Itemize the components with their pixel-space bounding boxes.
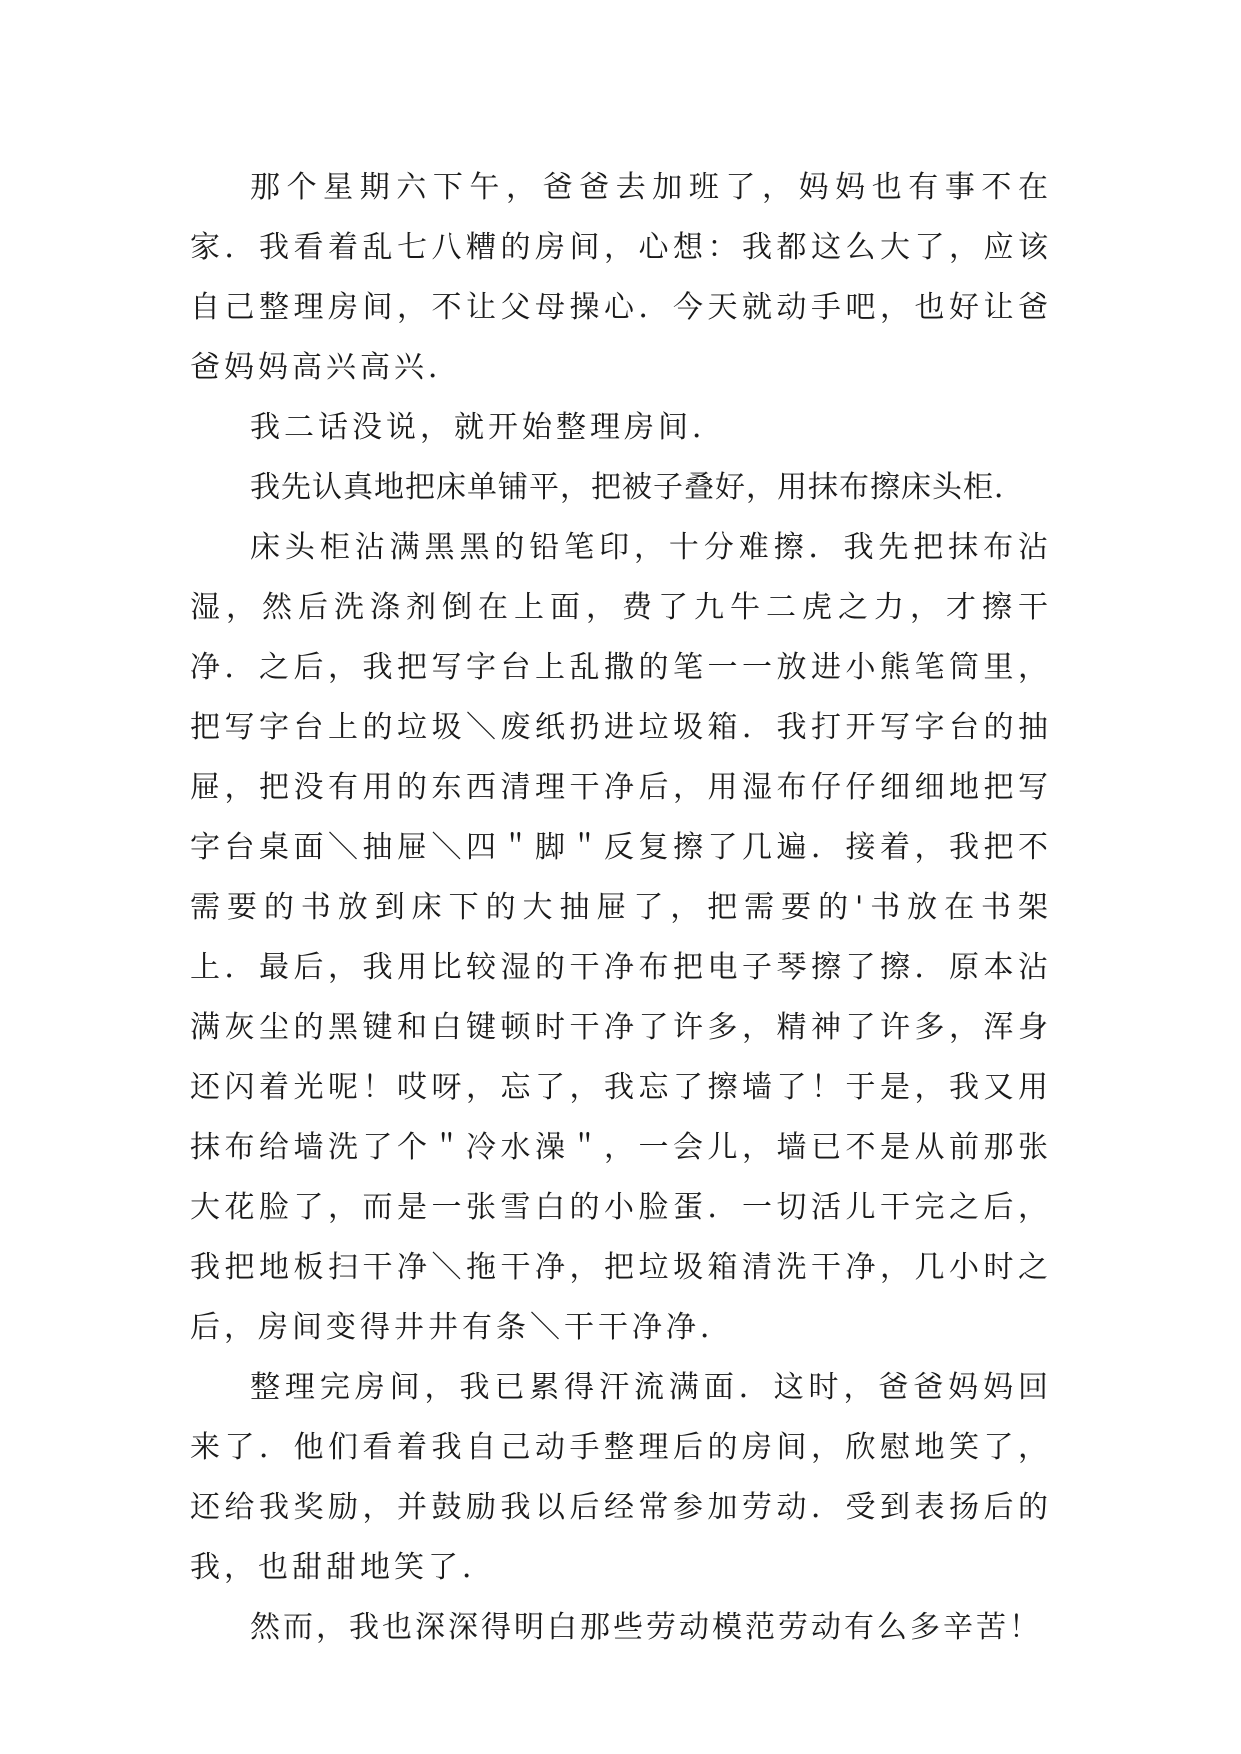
paragraph-3: 我先认真地把床单铺平，把被子叠好，用抹布擦床头柜． bbox=[250, 470, 1025, 505]
paragraph-1: 那个星期六下午，爸爸去加班了，妈妈也有事不在家．我看着乱七八糟的房间，心想：我都这么大了，应该自己整理房间，不让父母操心．今天就动手吧，也好让爸爸妈妈高兴高兴． bbox=[190, 170, 1052, 385]
document-body bbox=[190, 158, 1052, 1658]
paragraph-5: 整理完房间，我已累得汗流满面．这时，爸爸妈妈回来了．他们看着我自己动手整理后的房间，欣慰地笑了，还给我奖励，并鼓励我以后经常参加劳动．受到表扬后的我，也甜甜地笑了． bbox=[190, 1370, 1052, 1585]
paragraph-6: 然而，我也深深得明白那些劳动模范劳动有么多辛苦！ bbox=[250, 1610, 1042, 1645]
paragraph-2: 我二话没说，就开始整理房间． bbox=[250, 410, 726, 445]
paragraph-4: 床头柜沾满黑黑的铅笔印，十分难擦．我先把抹布沾湿，然后洗涤剂倒在上面，费了九牛二虎之力，才擦干净．之后，我把写字台上乱撒的笔一一放进小熊笔筒里，把写字台上的垃圾＼废纸扔进垃圾箱．我打开写字台的抽屉，把没有用的东西清理干净后，用湿布仔仔细细地把写字台桌面＼抽屉＼四＂脚＂反复擦了几遍．接着，我把不需要的书放到床下的大抽屉了，把需要的'书放在书架上．最后，我用比较湿的干净布把电子琴擦了擦．原本沾满灰尘的黑键和白键顿时干净了许多，精神了许多，浑身还闪着光呢！哎呀，忘了，我忘了擦墙了！于是，我又用抹布给墙洗了个＂冷水澡＂，一会儿，墙已不是从前那张大花脸了，而是一张雪白的小脸蛋．一切活儿干完之后，我把地板扫干净＼拖干净，把垃圾箱清洗干净，几小时之后，房间变得井井有条＼干干净净． bbox=[190, 530, 1052, 1345]
